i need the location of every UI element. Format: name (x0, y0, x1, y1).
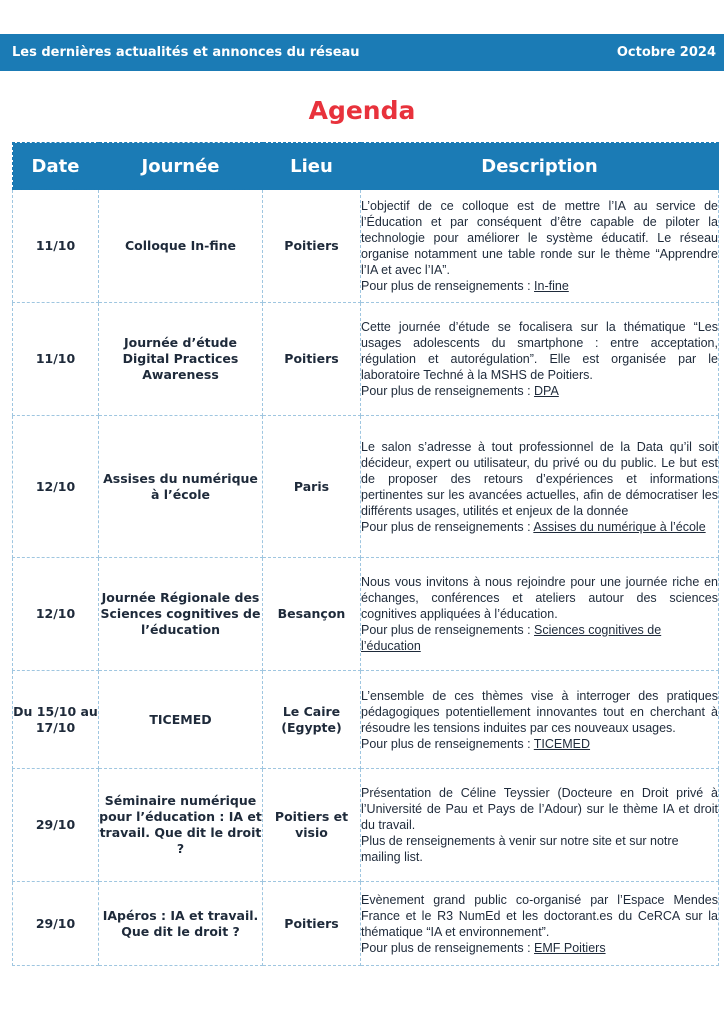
more-info-prefix: Pour plus de renseignements : (361, 279, 535, 293)
banner-date: Octobre 2024 (616, 45, 716, 60)
description-text: Evènement grand public co-organisé par l’Espace Mendes France et le R3 NumEd et les doctorant.es du CeRCA sur la thématique “IA et environnement”. (361, 892, 718, 939)
column-header-date: Date (13, 143, 99, 190)
row-date: 12/10 (13, 558, 99, 671)
more-info-prefix: Pour plus de renseignements : (361, 384, 535, 398)
more-info (361, 278, 718, 294)
row-place: Le Caire (Egypte) (263, 671, 361, 769)
row-place: Poitiers et visio (263, 769, 361, 882)
agenda-table (12, 142, 719, 966)
row-date: 11/10 (13, 303, 99, 416)
row-description (361, 190, 719, 303)
row-date: Du 15/10 au 17/10 (13, 671, 99, 769)
more-info-link[interactable]: EMF Poitiers (534, 940, 606, 955)
row-event: Journée d’étude Digital Practices Awareness (99, 303, 263, 416)
page-title: Agenda (308, 96, 416, 125)
description-text: L’objectif de ce colloque est de mettre l’IA au service de l’Éducation et par conséquent d’être capable de piloter la technologie pour améliorer le système éducatif. Le réseau organise notamment une table ronde sur le thème “Apprendre l’IA et avec l’IA”. (361, 199, 718, 277)
row-description (361, 671, 719, 769)
table-header-row (13, 143, 719, 190)
table-row (13, 303, 719, 416)
row-date: 29/10 (13, 882, 99, 966)
more-info (361, 519, 718, 535)
more-info-link[interactable]: In-fine (534, 279, 569, 293)
more-info-link[interactable]: TICEMED (533, 736, 591, 751)
row-event: Journée Régionale des Sciences cognitives de l’éducation (99, 558, 263, 671)
row-description (361, 416, 719, 558)
more-info-prefix: Pour plus de renseignements : (361, 940, 535, 955)
row-event: IApéros : IA et travail. Que dit le droit ? (99, 882, 263, 966)
more-info-prefix: Pour plus de renseignements : (361, 623, 535, 637)
more-info-prefix: Pour plus de renseignements : (361, 736, 534, 751)
description-text: Nous vous invitons à nous rejoindre pour une journée riche en échanges, conférences et ateliers autour des sciences cognitives appliquées à l’éducation. (361, 575, 718, 621)
description-text: Cette journée d’étude se focalisera sur la thématique “Les usages adolescents du smartphone : entre acceptation, régulation et autorégulation”. Elle est organisée par le laboratoire Techné à la MSHS de Poitiers. (361, 320, 718, 382)
row-place: Besançon (263, 558, 361, 671)
table-row (13, 558, 719, 671)
table-row (13, 769, 719, 882)
row-description (361, 882, 719, 966)
row-event: Assises du numérique à l’école (99, 416, 263, 558)
row-date: 11/10 (13, 190, 99, 303)
more-info (361, 833, 718, 865)
more-info (361, 940, 718, 956)
row-event: Colloque In-fine (99, 190, 263, 303)
more-info-prefix: Plus de renseignements à venir sur notre site et sur notre mailing list. (361, 834, 679, 864)
table-row (13, 190, 719, 303)
more-info (361, 622, 718, 654)
row-place: Poitiers (263, 190, 361, 303)
more-info-prefix: Pour plus de renseignements : (361, 519, 534, 534)
more-info (361, 383, 718, 399)
row-description (361, 558, 719, 671)
banner-title: Les dernières actualités et annonces du réseau (12, 45, 360, 60)
table-row (13, 416, 719, 558)
row-place: Paris (263, 416, 361, 558)
row-place: Poitiers (263, 882, 361, 966)
description-text: Le salon s’adresse à tout professionnel de la Data qu’il soit décideur, expert ou utilisateur, du privé ou du public. Le but est de proposer des retours d’expériences et informations pertinentes sur les avancées actuelles, afin de démocratiser les différents usages, utilités et enjeux de la donnée (361, 439, 718, 518)
more-info-link[interactable]: Sciences cognitives de l’éducation (361, 623, 662, 653)
row-event: TICEMED (99, 671, 263, 769)
column-header-event: Journée (99, 143, 263, 190)
more-info-link[interactable]: DPA (534, 384, 559, 398)
top-banner (0, 34, 724, 71)
more-info-link[interactable]: Assises du numérique à l’école (533, 519, 706, 534)
column-header-place: Lieu (263, 143, 361, 190)
row-event: Séminaire numérique pour l’éducation : IA et travail. Que dit le droit ? (99, 769, 263, 882)
row-date: 12/10 (13, 416, 99, 558)
column-header-description: Description (361, 143, 719, 190)
description-text: Présentation de Céline Teyssier (Docteure en Droit privé à l’Université de Pau et Pays de l’Adour) sur le thème IA et droit du travail. (361, 786, 718, 832)
more-info (361, 736, 718, 752)
row-description (361, 769, 719, 882)
table-row (13, 671, 719, 769)
row-description (361, 303, 719, 416)
row-date: 29/10 (13, 769, 99, 882)
description-text: L’ensemble de ces thèmes vise à interroger des pratiques pédagogiques potentiellement innovantes tout en cherchant à résoudre les tensions induites par ces nouveaux usages. (361, 688, 718, 735)
row-place: Poitiers (263, 303, 361, 416)
table-row (13, 882, 719, 966)
